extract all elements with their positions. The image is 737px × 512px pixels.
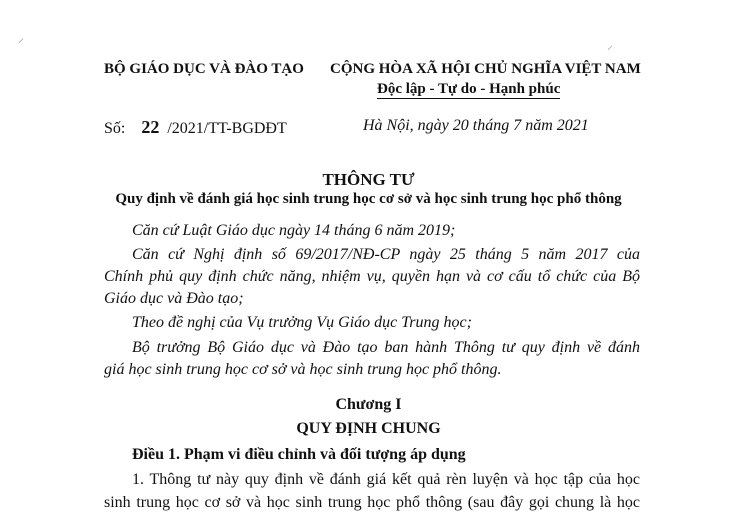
basis-line: Chính phủ quy định chức năng, nhiệm vụ, quyền hạn và cơ cấu tổ chức của Bộ xyxy=(104,268,640,285)
basis-line: Giáo dục và Đào tạo; xyxy=(104,290,244,307)
document-number: Số: 22 /2021/TT-BGDĐT xyxy=(104,117,287,137)
scan-mark: ⸍ xyxy=(18,36,25,50)
scan-mark: ⸝ xyxy=(607,38,614,52)
ministry-name: BỘ GIÁO DỤC VÀ ĐÀO TẠO xyxy=(104,61,304,77)
proposal-line: Theo đề nghị của Vụ trưởng Vụ Giáo dục Trung học; xyxy=(132,314,472,331)
chapter-label: Chương I xyxy=(335,396,402,413)
issuance-line: giá học sinh trung học cơ sở và học sinh trung học phổ thông. xyxy=(104,361,502,378)
article-paragraph: sinh trung học cơ sở và học sinh trung học phổ thông (sau đây gọi chung là học xyxy=(104,494,640,511)
issuance-line: Bộ trưởng Bộ Giáo dục và Đào tạo ban hành Thông tư quy định về đánh xyxy=(132,339,640,356)
article-heading: Điều 1. Phạm vi điều chỉnh và đối tượng áp dụng xyxy=(132,446,466,463)
document-subject: Quy định về đánh giá học sinh trung học cơ sở và học sinh trung học phổ thông xyxy=(115,191,622,207)
number-value: 22 xyxy=(141,117,160,137)
place-date: Hà Nội, ngày 20 tháng 7 năm 2021 xyxy=(363,117,589,134)
basis-line: Căn cứ Luật Giáo dục ngày 14 tháng 6 năm 2019; xyxy=(132,222,456,239)
chapter-title: QUY ĐỊNH CHUNG xyxy=(296,420,441,437)
nation-name: CỘNG HÒA XÃ HỘI CHỦ NGHĨA VIỆT NAM xyxy=(330,61,641,77)
document-type: THÔNG TƯ xyxy=(322,170,415,189)
national-motto: Độc lập - Tự do - Hạnh phúc xyxy=(377,81,561,97)
article-paragraph: 1. Thông tư này quy định về đánh giá kết quả rèn luyện và học tập của học xyxy=(132,471,640,488)
basis-line: Căn cứ Nghị định số 69/2017/NĐ-CP ngày 25 tháng 5 năm 2017 của xyxy=(132,246,640,263)
